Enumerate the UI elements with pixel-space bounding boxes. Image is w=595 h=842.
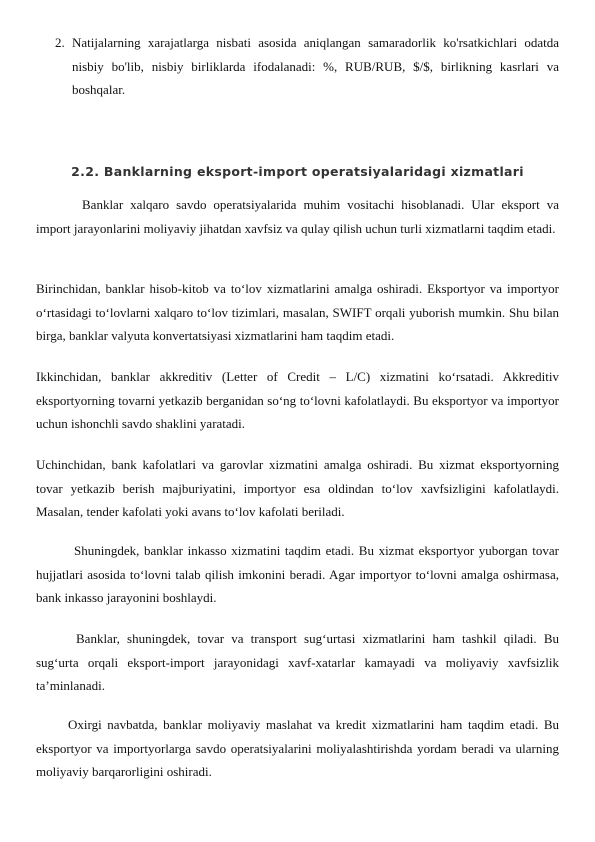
list-number: 2. [55, 35, 65, 50]
paragraph-intro: Banklar xalqaro savdo operatsiyalarida muhim vositachi hisoblanadi. Ular eksport va import jarayonlarini moliyaviy jihatdan xavfsiz va qulay qilish uchun turli xizmatlarni taqdim etadi. [36, 197, 559, 236]
paragraph-collection: Shuningdek, banklar inkasso xizmatini taqdim etadi. Bu xizmat eksportyor yuborgan tovar hujjatlari asosida to‘lovni talab qilish imkonini beradi. Agar importyor to‘lovni amalga oshirmasa, bank inkasso jarayonini boshlaydi. [36, 543, 559, 605]
paragraph-insurance: Banklar, shuningdek, tovar va transport sug‘urtasi xizmatlarini ham tashkil qiladi. Bu sug‘urta orqali eksport-import jarayonidagi xavf-xatarlar kamayadi va moliyaviy xavfsizlik ta’minlanadi. [36, 631, 559, 693]
list-item [55, 31, 559, 102]
paragraph-letter-of-credit: Ikkinchidan, banklar akkreditiv (Letter of Credit – L/C) xizmatini ko‘rsatadi. Akkreditiv eksportyorning tovarni yetkazib berganidan so‘ng to‘lovni kafolatlaydi. Bu eksportyor va importyor uchun ishonchli savdo shaklini yaratadi. [36, 369, 559, 431]
paragraph-payments: Birinchidan, banklar hisob-kitob va to‘lov xizmatlarini amalga oshiradi. Eksportyor va importyor o‘rtasidagi to‘lovlarni xalqaro to‘lov tizimlari, masalan, SWIFT orqali yuborish mumkin. Shu bilan birga, banklar valyuta konvertatsiyasi xizmatlarini ham taqdim etadi. [36, 281, 559, 343]
list-item-text: Natijalarning xarajatlarga nisbati asosida aniqlangan samaradorlik ko'rsatkichlari odatda nisbiy bo'lib, nisbiy birliklarda ifodalanadi: %, RUB/RUB, $/$, birlikning kasrlari va boshqalar. [72, 35, 559, 97]
paragraph-guarantees: Uchinchidan, bank kafolatlari va garovlar xizmatini amalga oshiradi. Bu xizmat eksportyorning tovar yetkazib berish majburiyatini, importyor esa oldindan to‘lov xavfsizligini kafolatlaydi. Masalan, tender kafolati yoki avans to‘lov kafolati beriladi. [36, 457, 559, 519]
paragraph-advisory: Oxirgi navbatda, banklar moliyaviy maslahat va kredit xizmatlarini ham taqdim etadi. Bu eksportyor va importyorlarga savdo operatsiyalarini moliyalashtirishda yordam beradi va ularning moliyaviy barqarorligini oshiradi. [36, 717, 559, 779]
section-heading: 2.2. Banklarning eksport-import operatsiyalaridagi xizmatlari [71, 164, 524, 179]
